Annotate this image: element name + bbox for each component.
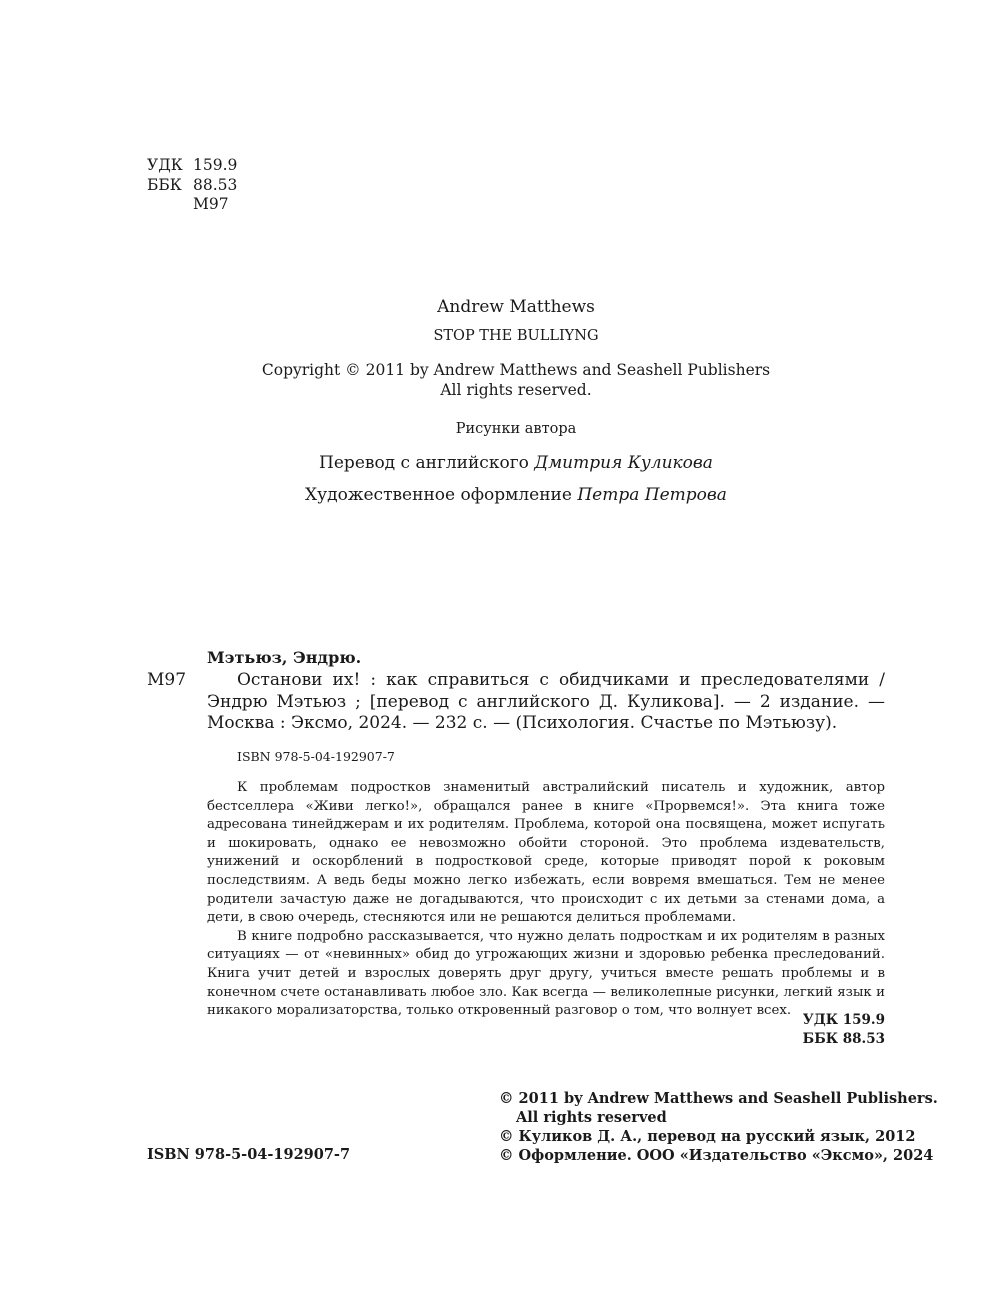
original-copyright — [0, 360, 987, 400]
abstract-paragraph-1: К проблемам подростков знаменитый австралийский писатель и художник, автор бестселлера «Живи легко!», обращался ранее в книге «Прорвемся!». Эта книга тоже адресована тинейджерам и их родителям. Проблема, которой она посвящена, может испугать и шокировать, однако ее невозможно обойти стороной. Это проблема издевательств, унижений и оскорблений в подростковой среде, которые приводят порой к роковым последствиям. А ведь беды можно легко избежать, если вовремя вмешаться. Тем не менее родители зачастую даже не догадываются, что происходит с их детьми за стенами дома, а дети, в свою очередь, стесняются или не решаются делиться проблемами. — [207, 780, 885, 926]
bbk-label: ББК — [147, 175, 182, 194]
isbn-bottom: ISBN 978-5-04-192907-7 — [147, 1146, 351, 1163]
rights-line-3: © Куликов Д. А., перевод на русский язык, 2012 — [499, 1128, 916, 1145]
biblio-author-heading: Мэтьюз, Эндрю. — [207, 648, 362, 667]
abstract — [207, 779, 885, 1021]
designer-credit — [0, 485, 987, 505]
udk-label: УДК — [147, 156, 183, 174]
rights-line-2: All rights reserved — [516, 1109, 667, 1126]
footer-udk: УДК 159.9 — [802, 1012, 885, 1028]
bbk-row — [147, 176, 237, 196]
author-mark-row — [147, 195, 237, 215]
biblio-isbn: ISBN 978-5-04-192907-7 — [237, 749, 395, 764]
footer-bbk: ББК 88.53 — [802, 1031, 885, 1047]
author-mark: М97 — [193, 195, 229, 213]
abstract-paragraph-2: В книге подробно рассказывается, что нужно делать подросткам и их родителям в разных ситуациях — от «невинных» обид до угрожающих жизни и здоровью ребенка преследований. Книга учит детей и взрослых доверять друг другу, учиться вместе решать проблемы и в конечном счете останавливать любое зло. Как всегда — великолепные рисунки, легкий язык и никакого морализаторства, только откровенный разговор о том, что волнует всех. — [207, 928, 885, 1019]
bbk-value: 88.53 — [193, 175, 238, 194]
udk-value: 159.9 — [193, 156, 238, 174]
designer-name: Петра Петрова — [577, 485, 727, 505]
rights-block — [499, 1089, 938, 1165]
rights-line-4: © Оформление. ООО «Издательство «Эксмо», 2024 — [499, 1147, 934, 1164]
translation-prefix: Перевод с английского — [319, 453, 529, 473]
biblio-mark: М97 — [147, 670, 187, 690]
original-author: Andrew Matthews — [437, 297, 595, 317]
copyright-line-1: Copyright © 2011 by Andrew Matthews and Seashell Publishers — [261, 361, 771, 379]
translator-name: Дмитрия Куликова — [534, 453, 713, 473]
udk-row — [147, 156, 237, 176]
footer-classification — [700, 1011, 885, 1049]
rights-line-1: © 2011 by Andrew Matthews and Seashell Publishers. — [499, 1090, 938, 1107]
classification-codes — [147, 156, 237, 215]
original-title: STOP THE BULLIYNG — [433, 328, 599, 344]
translator-credit — [0, 453, 987, 473]
design-prefix: Художественное оформление — [305, 485, 572, 505]
copyright-line-2: All rights reserved. — [440, 381, 592, 399]
illustrations-credit: Рисунки автора — [455, 421, 577, 437]
biblio-record: Останови их! : как справиться с обидчиками и преследователями / Эндрю Мэтьюз ; [перевод с английского Д. Куликова]. — 2 издание. — Москва : Эксмо, 2024. — 232 с. — (Психология. Счастье по Мэтьюзу). — [207, 670, 885, 733]
